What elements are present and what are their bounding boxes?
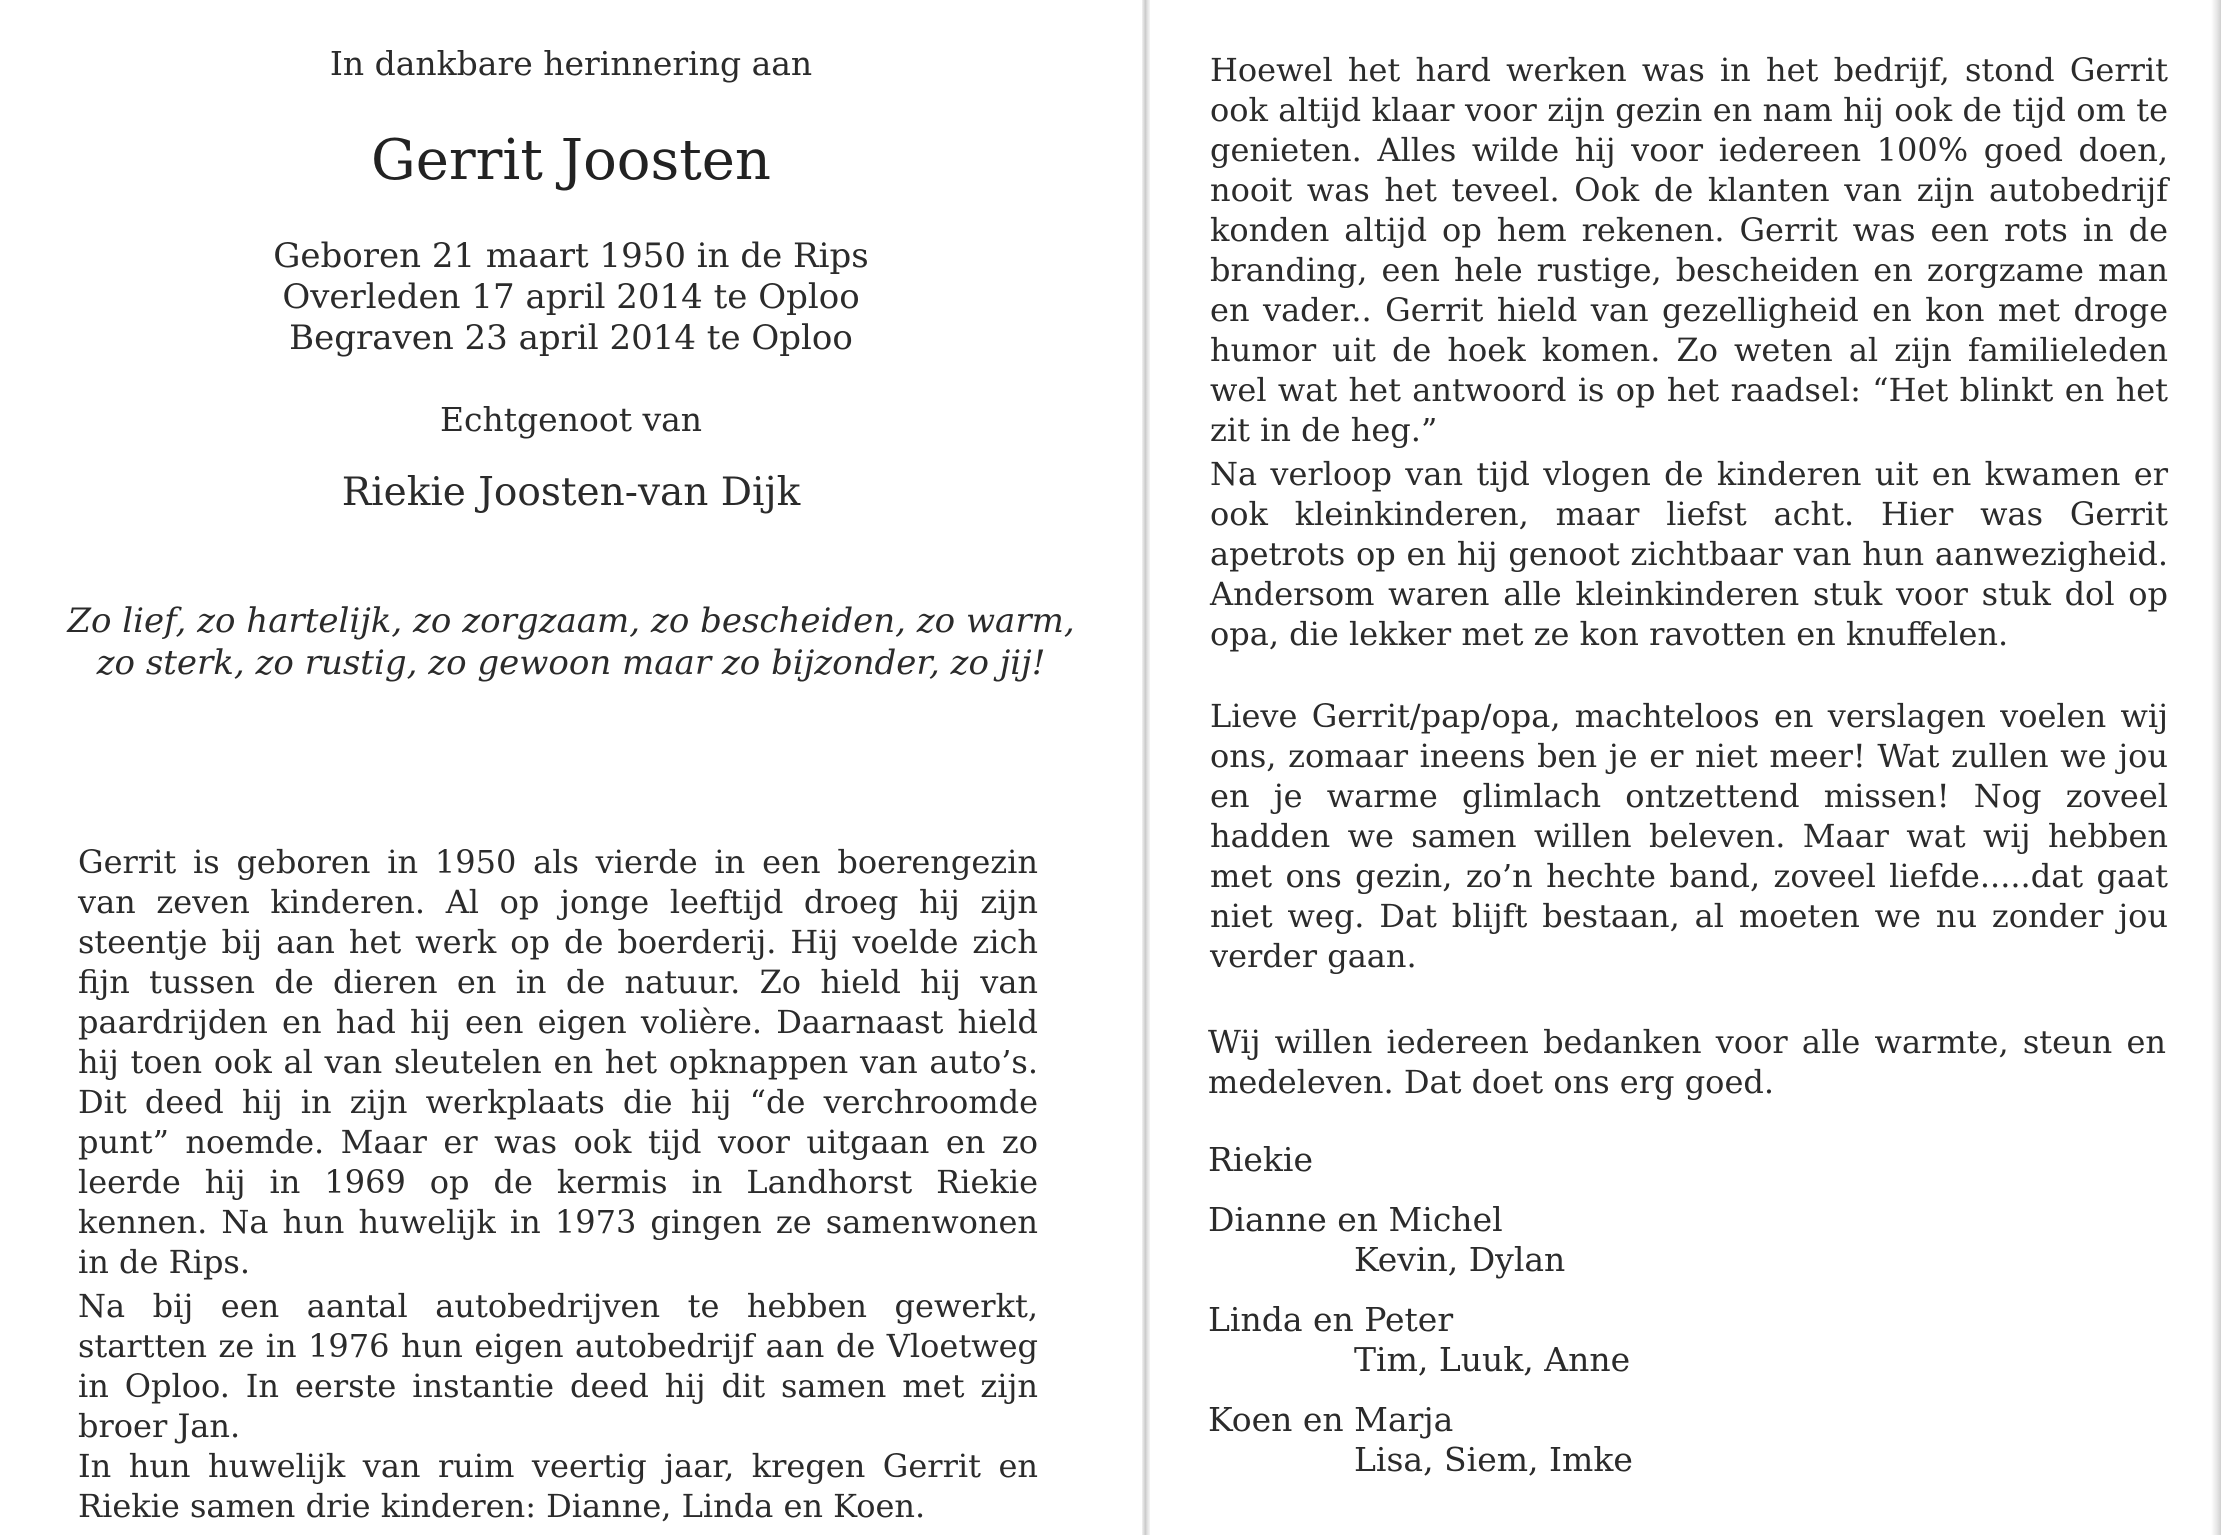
family-children: Kevin, Dylan: [1354, 1240, 1566, 1279]
poem-line: Zo lief, zo hartelijk, zo zorgzaam, zo bescheiden, zo warm,: [67, 601, 1075, 641]
page-edge-shadow: [2211, 0, 2221, 1535]
dates-block: [0, 236, 1142, 359]
story-paragraph: Lieve Gerrit/pap/opa, machteloos en verslagen voelen wij ons, zomaar ineens ben je er niet meer! Wat zullen we jou en je warme glimlach ontzettend missen! Nog zoveel hadden we samen willen beleven. Maar wat wij hebben met ons gezin, zo’n hechte band, zoveel liefde.....dat gaat niet weg. Dat blijft bestaan, al moeten we nu zonder jou verder gaan.: [1210, 697, 2168, 975]
biography-paragraph: Gerrit is geboren in 1950 als vierde in een boerengezin van zeven kinderen. Al op jonge leeftijd droeg hij zijn steentje bij aan het werk op de boerderij. Hij voelde zich fijn tussen de dieren en in de natuur. Zo hield hij van paardrijden en had hij een eigen volière. Daarnaast hield hij toen ook al van sleutelen en het opknappen van auto’s. Dit deed hij in zijn werkplaats die hij “de verchroomde punt” noemde. Maar er was ook tijd voor uitgaan en zo leerde hij in 1969 op de kermis in Landhorst Riekie kennen. Na hun huwelijk in 1973 gingen ze samenwonen in de Rips.: [78, 843, 1038, 1281]
signoff-name: Riekie: [1208, 1140, 1314, 1179]
family-parents: Dianne en Michel: [1208, 1200, 1503, 1239]
thanks-paragraph: Wij willen iedereen bedanken voor alle warmte, steun en medeleven. Dat doet ons erg goed.: [1208, 1023, 2166, 1101]
biography-paragraph: [78, 1286, 1038, 1526]
family-parents: Koen en Marja: [1208, 1400, 1454, 1439]
spouse-name: Riekie Joosten-van Dijk: [341, 470, 801, 515]
page-fold: [1142, 0, 1150, 1535]
poem-line: zo sterk, zo rustig, zo gewoon maar zo bijzonder, zo jij!: [96, 643, 1046, 683]
spouse-intro: Echtgenoot van: [439, 400, 703, 439]
deceased-name: Gerrit Joosten: [371, 128, 771, 193]
poem: [30, 600, 1112, 684]
family-children: Lisa, Siem, Imke: [1354, 1440, 1633, 1479]
story-paragraph: Hoewel het hard werken was in het bedrijf, stond Gerrit ook altijd klaar voor zijn gezin en nam hij ook de tijd om te genieten. Alles wilde hij voor iedereen 100% goed doen, nooit was het teveel. Ook de klanten van zijn autobedrijf konden altijd op hem rekenen. Gerrit was een rots in de branding, een hele rustige, bescheiden en zorgzame man en vader.. Gerrit hield van gezelligheid en kon met droge humor uit de hoek komen. Zo weten al zijn familieleden wel wat het antwoord is op het raadsel: “Het blinkt en het zit in de heg.”: [1210, 51, 2168, 449]
family-children: Tim, Luuk, Anne: [1354, 1340, 1631, 1379]
signoff-block: [1208, 1140, 2166, 1480]
biography-sentence: In hun huwelijk van ruim veertig jaar, kregen Gerrit en Riekie samen drie kinderen: Dianne, Linda en Koen.: [78, 1447, 1038, 1525]
burial-date: Begraven 23 april 2014 te Oploo: [289, 318, 853, 358]
story-paragraph: Na verloop van tijd vlogen de kinderen uit en kwamen er ook kleinkinderen, maar liefst acht. Hier was Gerrit apetrots op en hij genoot zichtbaar van hun aanwezigheid. Andersom waren alle kleinkinderen stuk voor stuk dol op opa, die lekker met ze kon ravotten en knuffelen.: [1210, 455, 2168, 653]
intro-text: In dankbare herinnering aan: [329, 44, 813, 83]
death-date: Overleden 17 april 2014 te Oploo: [282, 277, 860, 317]
family-parents: Linda en Peter: [1208, 1300, 1454, 1339]
birth-date: Geboren 21 maart 1950 in de Rips: [273, 236, 869, 276]
biography-sentence: Na bij een aantal autobedrijven te hebben gewerkt, startten ze in 1976 hun eigen autobedrijf aan de Vloetweg in Oploo. In eerste instantie deed hij dit samen met zijn broer Jan.: [78, 1287, 1038, 1445]
